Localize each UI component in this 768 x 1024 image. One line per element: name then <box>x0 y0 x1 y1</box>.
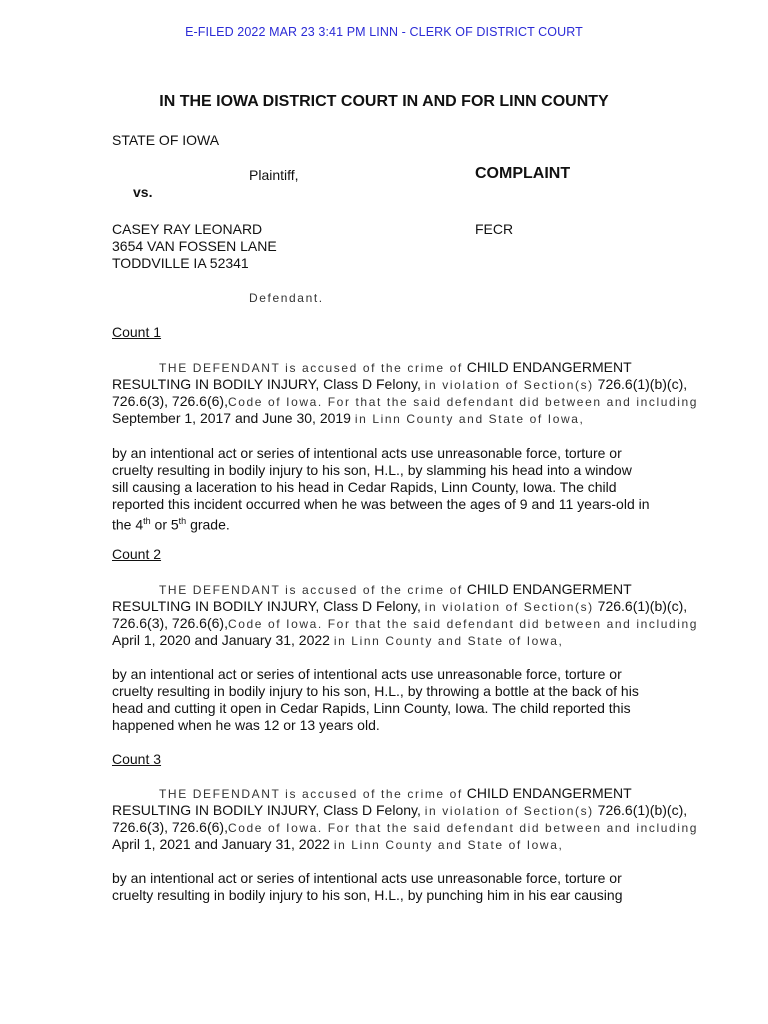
charge-text: in violation of Section(s) <box>424 378 594 392</box>
charge-line <box>112 393 698 411</box>
charge-text: Code of Iowa. For that the said defendant did between and including <box>227 821 699 835</box>
grade-superscript: th <box>143 516 151 526</box>
grade-superscript: th <box>178 516 187 526</box>
count-heading: Count 2 <box>112 546 162 562</box>
charge-line <box>112 598 687 616</box>
defendant-address-line1: 3654 VAN FOSSEN LANE <box>112 238 277 254</box>
narrative-line: cruelty resulting in bodily injury to his son, H.L., by slamming his head into a window <box>112 462 632 478</box>
charge-line <box>112 802 687 820</box>
defendant-name: CASEY RAY LEONARD <box>112 221 263 237</box>
plaintiff-label: Plaintiff, <box>249 167 299 183</box>
charge-text: in violation of Section(s) <box>424 600 594 614</box>
narrative-line: by an intentional act or series of intentional acts use unreasonable force, torture or <box>112 870 622 886</box>
charge-line <box>112 410 584 428</box>
narrative-line: happened when he was 12 or 13 years old. <box>112 717 380 733</box>
date-range: April 1, 2020 and January 31, 2022 <box>112 632 330 648</box>
statute-section: 726.6(3), 726.6(6), <box>112 819 228 835</box>
charge-text: THE DEFENDANT is accused of the crime of <box>159 583 463 597</box>
narrative-line: cruelty resulting in bodily injury to his son, H.L., by punching him in his ear causing <box>112 887 623 903</box>
charge-name: CHILD ENDANGERMENT <box>466 785 632 801</box>
charge-name: CHILD ENDANGERMENT <box>466 581 632 597</box>
charge-line <box>159 785 632 803</box>
case-number: FECR <box>475 221 514 237</box>
charge-text: in Linn County and State of Iowa, <box>333 838 564 852</box>
count-heading: Count 3 <box>112 751 162 767</box>
charge-line <box>112 836 563 854</box>
count-heading: Count 1 <box>112 324 162 340</box>
document-type: COMPLAINT <box>475 165 571 182</box>
narrative-line <box>112 513 230 534</box>
statute-section: 726.6(3), 726.6(6), <box>112 615 228 631</box>
date-range: September 1, 2017 and June 30, 2019 <box>112 410 351 426</box>
charge-text: THE DEFENDANT is accused of the crime of <box>159 787 463 801</box>
statute-section: 726.6(3), 726.6(6), <box>112 393 228 409</box>
charge-line <box>112 376 687 394</box>
efiled-stamp: E-FILED 2022 MAR 23 3:41 PM LINN - CLERK OF DISTRICT COURT <box>185 25 583 39</box>
grade-text: grade. <box>186 516 230 533</box>
court-title: IN THE IOWA DISTRICT COURT IN AND FOR LINN COUNTY <box>159 93 609 110</box>
narrative-line: reported this incident occurred when he was between the ages of 9 and 11 years-old in <box>112 496 650 512</box>
charge-text: in Linn County and State of Iowa, <box>333 634 564 648</box>
charge-text: Code of Iowa. For that the said defendant did between and including <box>227 395 699 409</box>
charge-class: RESULTING IN BODILY INJURY, Class D Felony, <box>112 598 421 614</box>
narrative-line: by an intentional act or series of intentional acts use unreasonable force, torture or <box>112 445 622 461</box>
statute-section: 726.6(1)(b)(c), <box>597 376 688 392</box>
narrative-line: by an intentional act or series of intentional acts use unreasonable force, torture or <box>112 666 622 682</box>
defendant-label: Defendant. <box>249 291 324 305</box>
grade-text: or 5 <box>150 516 179 533</box>
charge-text: in Linn County and State of Iowa, <box>354 412 585 426</box>
narrative-line: cruelty resulting in bodily injury to his son, H.L., by throwing a bottle at the back of his <box>112 683 639 699</box>
charge-text: THE DEFENDANT is accused of the crime of <box>159 361 463 375</box>
charge-line <box>159 581 632 599</box>
versus-label: vs. <box>133 184 153 200</box>
defendant-address-line2: TODDVILLE IA 52341 <box>112 255 249 271</box>
charge-line <box>159 359 632 377</box>
charge-name: CHILD ENDANGERMENT <box>466 359 632 375</box>
charge-text: in violation of Section(s) <box>424 804 594 818</box>
charge-line <box>112 615 698 633</box>
statute-section: 726.6(1)(b)(c), <box>597 598 688 614</box>
grade-text: the 4 <box>112 516 144 533</box>
plaintiff-name: STATE OF IOWA <box>112 132 220 148</box>
charge-line <box>112 819 698 837</box>
charge-class: RESULTING IN BODILY INJURY, Class D Felony, <box>112 802 421 818</box>
charge-class: RESULTING IN BODILY INJURY, Class D Felony, <box>112 376 421 392</box>
narrative-line: sill causing a laceration to his head in Cedar Rapids, Linn County, Iowa. The child <box>112 479 617 495</box>
narrative-line: head and cutting it open in Cedar Rapids, Linn County, Iowa. The child reported this <box>112 700 631 716</box>
statute-section: 726.6(1)(b)(c), <box>597 802 688 818</box>
charge-text: Code of Iowa. For that the said defendant did between and including <box>227 617 699 631</box>
date-range: April 1, 2021 and January 31, 2022 <box>112 836 330 852</box>
charge-line <box>112 632 563 650</box>
